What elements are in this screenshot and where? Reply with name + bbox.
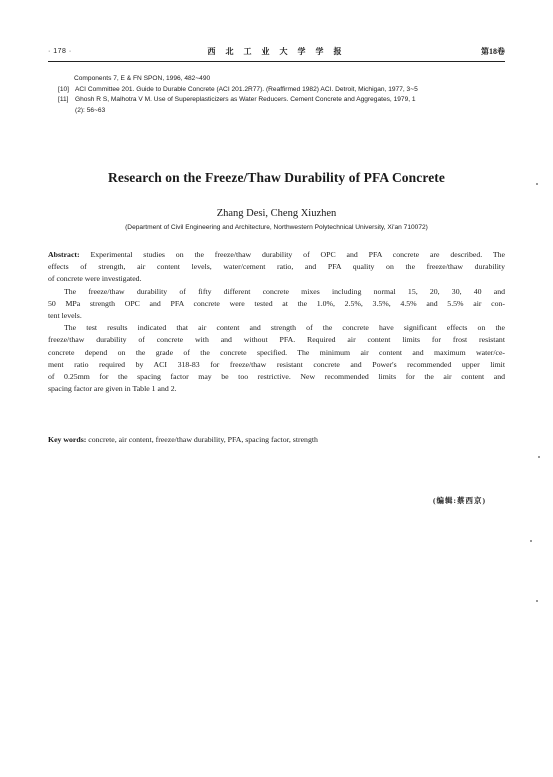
abstract-line: 50 MPa strength OPC and PFA concrete were tested at the 1.0%, 2.5%, 3.5%, 4.5% and 5.5% air con- bbox=[48, 298, 505, 308]
abstract-line: of 0.25mm for the spacing factor may be too restrictive. New recommended limits for the air content and bbox=[48, 372, 505, 382]
reference-continuation: Components 7, E & FN SPON, 1996, 482~490 bbox=[74, 75, 211, 82]
reference-item bbox=[58, 95, 508, 106]
abstract-line: freeze/thaw durability of concrete with and without PFA. Required air content limits for frost resistant bbox=[48, 335, 505, 345]
volume-label: 第18卷 bbox=[481, 47, 505, 56]
page-number: · 178 · bbox=[48, 48, 72, 55]
scan-speck bbox=[536, 600, 538, 602]
editor-note: (编辑:蔡西京) bbox=[433, 496, 486, 505]
paper-authors: Zhang Desi, Cheng Xiuzhen bbox=[216, 208, 337, 219]
abstract-text: Experimental studies on the freeze/thaw durability of OPC and PFA concrete are described. The bbox=[79, 250, 505, 259]
reference-text-continued: (2): 56~63 bbox=[75, 106, 106, 114]
keywords-label: Key words: bbox=[48, 435, 87, 444]
reference-list bbox=[58, 74, 508, 116]
abstract-line: ment ratio required by ACI 318-83 for freeze/thaw resistant concrete and Power's recommended upper limit bbox=[48, 359, 505, 369]
reference-item bbox=[58, 85, 508, 96]
reference-text: ACI Committee 201. Guide to Durable Concrete (ACI 201.2R77). (Reaffirmed 1982) ACI. Detroit, Michigan, 1977, 3~5 bbox=[75, 85, 418, 93]
abstract-line: The test results indicated that air content and strength of the concrete have significant effects on the bbox=[64, 323, 505, 333]
abstract-label: Abstract: bbox=[48, 250, 80, 259]
abstract-line: concrete depend on the grade of the concrete specified. The minimum air content and maximum water/ce- bbox=[48, 347, 505, 357]
reference-number: [11] bbox=[58, 96, 69, 103]
header-rule bbox=[48, 61, 505, 62]
abstract-line: spacing factor are given in Table 1 and 2. bbox=[48, 384, 177, 394]
scan-speck bbox=[530, 540, 532, 542]
running-header bbox=[48, 46, 505, 60]
keywords-text: concrete, air content, freeze/thaw durability, PFA, spacing factor, strength bbox=[86, 435, 318, 444]
paper-affiliation: (Department of Civil Engineering and Architecture, Northwestern Polytechnical University, Xi'an 710072) bbox=[125, 224, 428, 231]
scan-speck bbox=[538, 456, 540, 458]
paper-title: Research on the Freeze/Thaw Durability of PFA Concrete bbox=[108, 170, 445, 185]
abstract-line: effects of strength, air content levels, water/cement ratio, and PFA quality on the freeze/thaw durability bbox=[48, 262, 505, 272]
abstract-line bbox=[48, 249, 505, 261]
abstract-line: tent levels. bbox=[48, 311, 82, 321]
keywords bbox=[48, 435, 505, 444]
journal-name: 西 北 工 业 大 学 学 报 bbox=[207, 47, 346, 56]
abstract-line: of concrete were investigated. bbox=[48, 274, 142, 284]
scan-speck bbox=[536, 183, 538, 185]
abstract bbox=[48, 249, 505, 395]
reference-number: [10] bbox=[58, 85, 69, 93]
reference-text: Ghosh R S, Malhotra V M. Use of Supereplasticizers as Water Reducers. Cement Concrete and Aggregates, 1979, 1 bbox=[75, 96, 416, 103]
abstract-line: The freeze/thaw durability of fifty different concrete mixes including normal 15, 20, 30, 40 and bbox=[64, 286, 505, 296]
